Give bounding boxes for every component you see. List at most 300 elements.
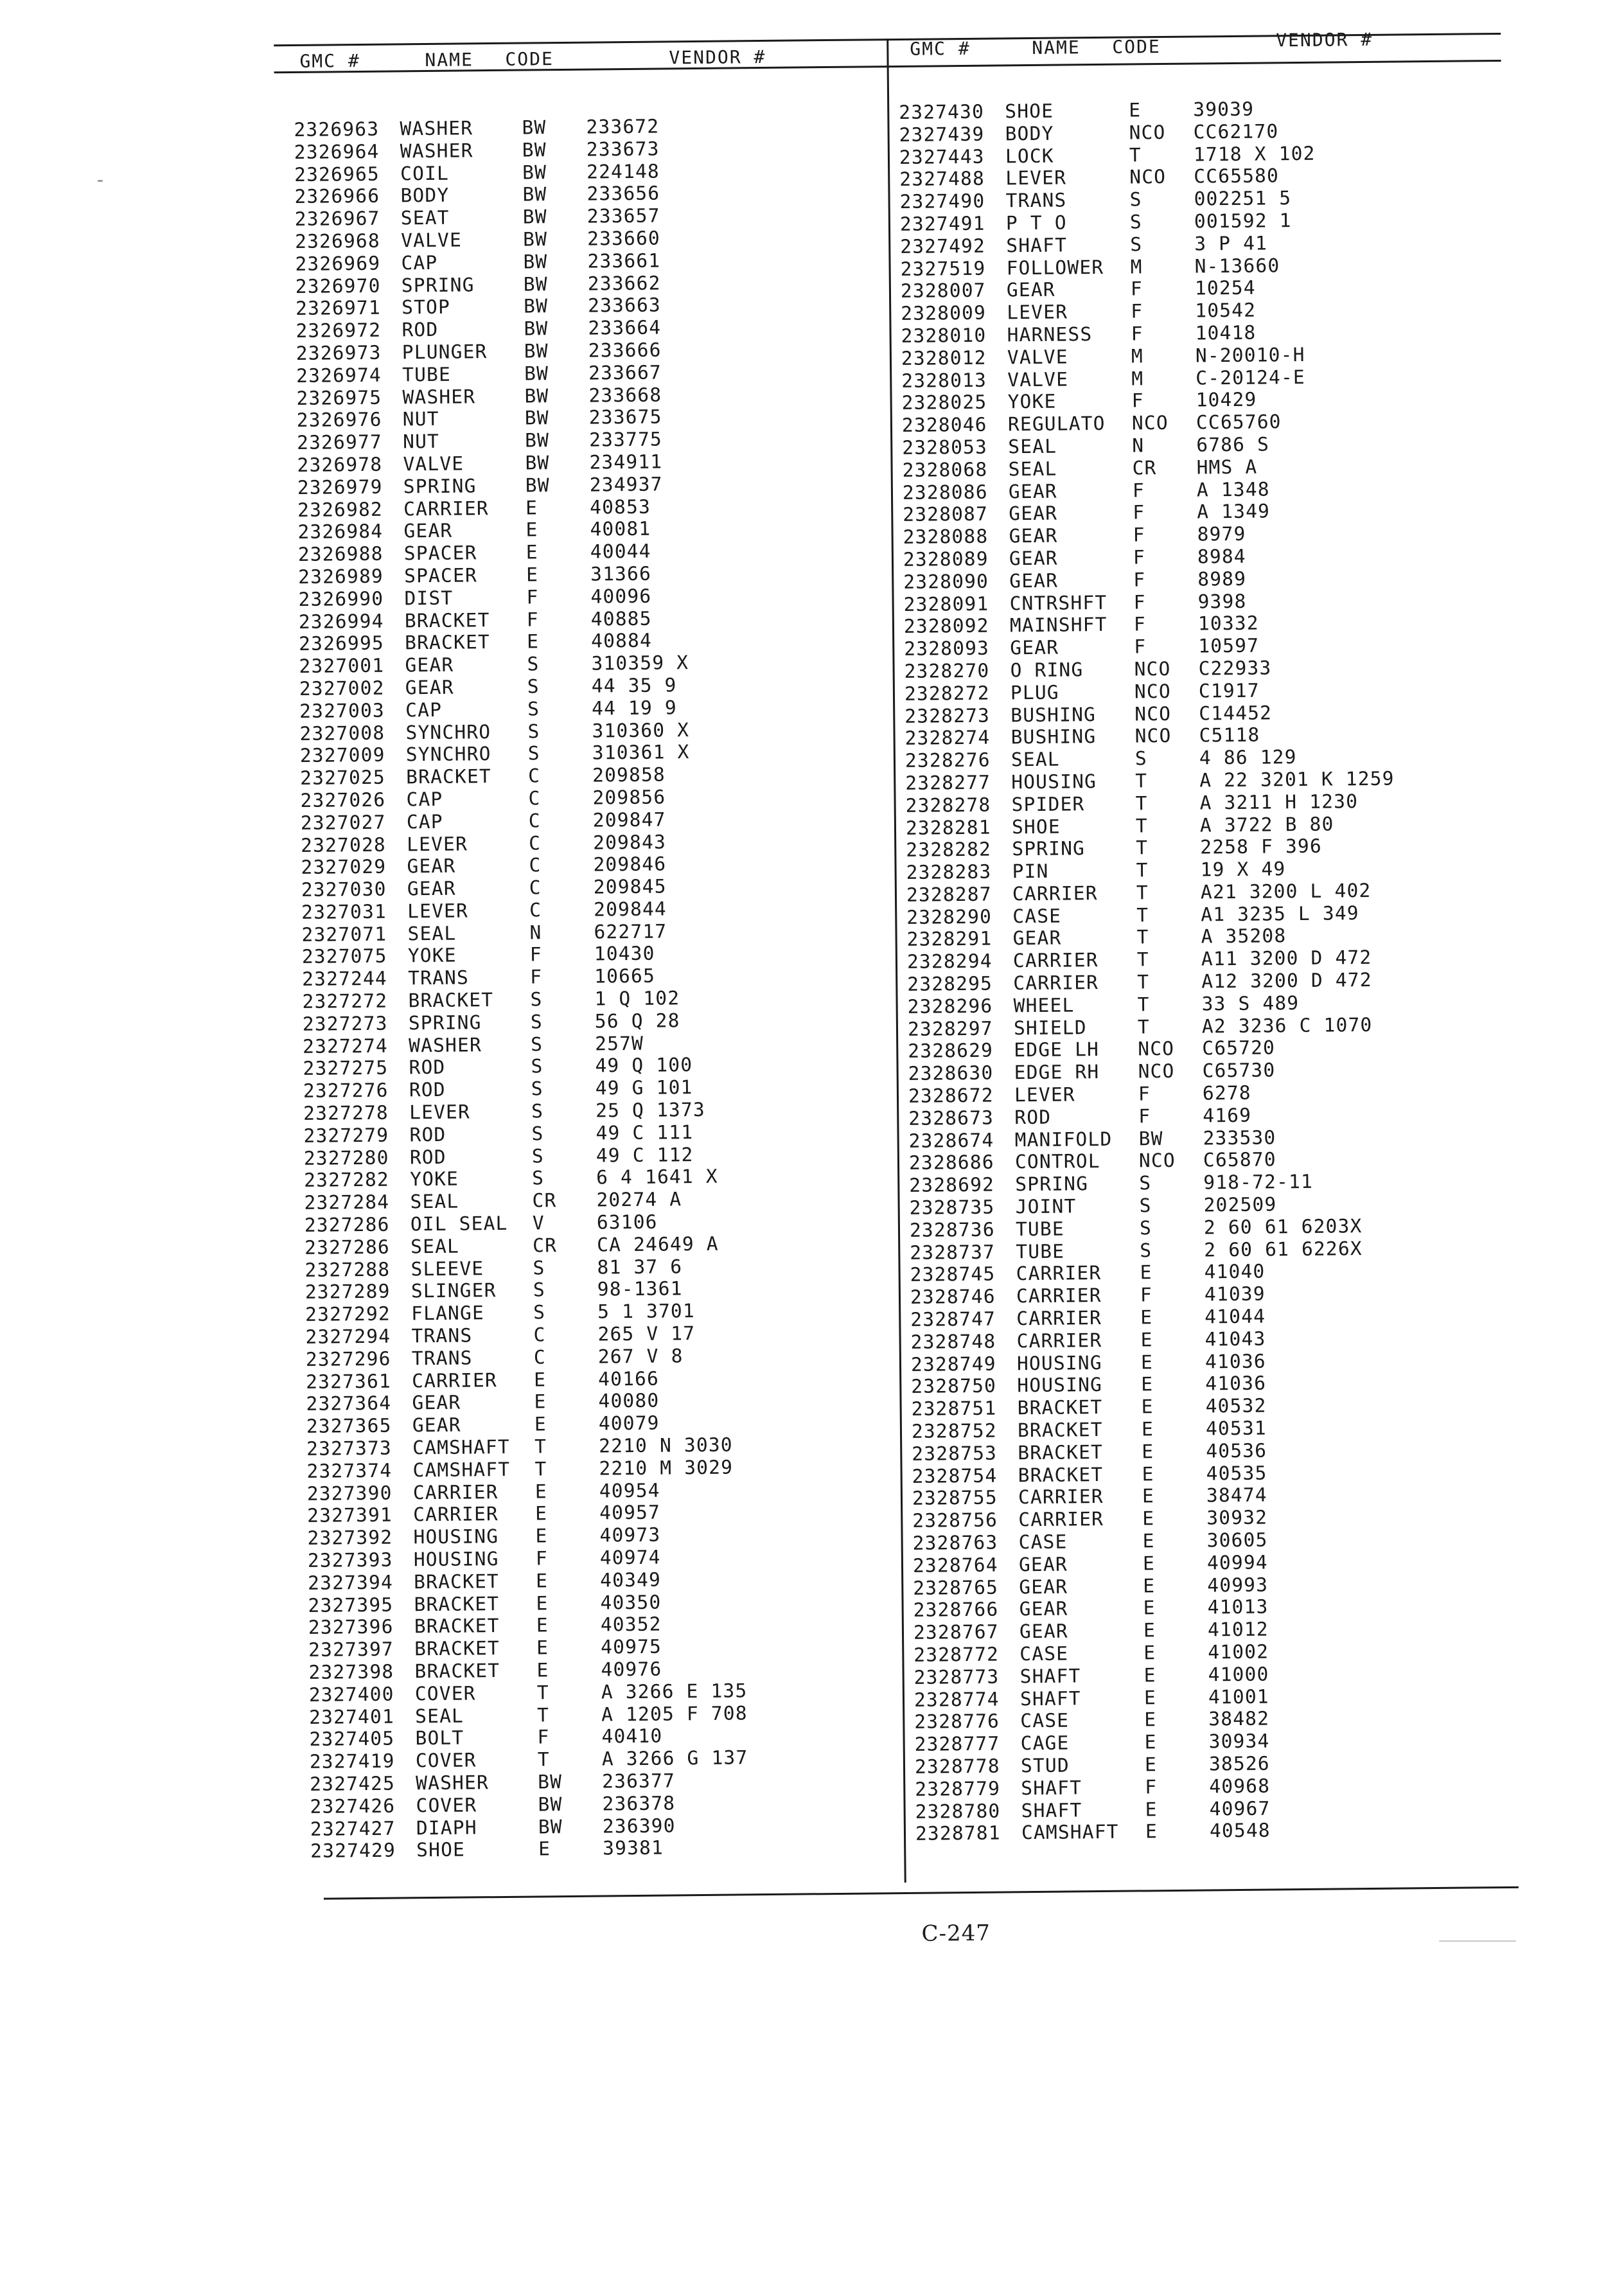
gmc-number: 2326990 [298,587,384,610]
vendor-number: 40954 [599,1479,660,1502]
gmc-number: 2328013 [901,369,987,392]
vendor-code: T [1136,926,1149,948]
vendor-code: E [535,1502,548,1525]
part-name: TRANS [1005,189,1067,212]
vendor-code: F [535,1547,548,1570]
vendor-number: 6786 S [1196,433,1270,456]
vendor-code: E [525,496,538,519]
gmc-number: 2327490 [899,190,985,213]
gmc-number: 2328686 [908,1151,994,1175]
gmc-number: 2327272 [302,989,388,1013]
vendor-number: 233667 [588,361,662,384]
vendor-code: E [1142,1462,1154,1485]
gmc-number: 2328692 [909,1173,995,1197]
vendor-number: 233664 [588,316,662,339]
part-name: WHEEL [1013,994,1075,1017]
gmc-number: 2327401 [309,1705,395,1728]
part-name: GEAR [1009,502,1058,525]
part-name: SHAFT [1021,1798,1082,1822]
vendor-number: A 1349 [1197,500,1271,523]
vendor-number: 267 V 8 [597,1345,684,1368]
gmc-number: 2326966 [294,185,380,208]
part-name: CARRIER [412,1480,499,1503]
gmc-number: 2328673 [908,1106,994,1130]
vendor-number: 40885 [590,607,652,630]
gmc-number: 2327294 [305,1325,391,1348]
vendor-code: F [1133,501,1145,524]
part-name: BRACKET [1017,1419,1103,1442]
gmc-number: 2328089 [903,547,989,571]
vendor-number: 41012 [1207,1618,1269,1641]
gmc-number: 2327009 [299,743,385,767]
vendor-code: BW [522,206,547,228]
vendor-number: 10429 [1196,388,1257,411]
gmc-number: 2328270 [904,659,990,682]
part-name: SHAFT [1006,234,1068,257]
part-name: SPACER [404,564,478,587]
vendor-number: 40410 [601,1725,663,1748]
vendor-code: F [1131,300,1143,323]
vendor-code: E [1144,1753,1158,1776]
part-name: WASHER [400,117,473,140]
gmc-number: 2328672 [908,1084,994,1107]
vendor-code: BW [522,183,547,206]
part-name: O RING [1010,659,1084,682]
vendor-code: F [1140,1284,1153,1306]
part-name: STUD [1020,1754,1070,1777]
gmc-number: 2328091 [903,592,989,616]
vendor-number: 233668 [588,384,662,407]
gmc-number: 2327027 [300,811,386,834]
vendor-code: S [1129,188,1142,211]
gmc-number: 2328007 [900,279,986,303]
vendor-code: E [1143,1686,1157,1708]
gmc-number: 2328756 [912,1509,998,1532]
vendor-number: 40973 [599,1523,661,1547]
vendor-code: T [1135,770,1148,792]
vendor-code: NCO [1138,1149,1176,1172]
vendor-code: E [525,519,538,541]
vendor-code: BW [538,1771,563,1793]
gmc-number: 2327286 [304,1236,391,1259]
part-name: CARRIER [403,497,490,520]
part-name: LEVER [1007,301,1068,324]
gmc-number: 2328780 [915,1800,1001,1823]
part-name: BUSHING [1011,703,1097,726]
gmc-number: 2326979 [297,475,383,499]
gmc-number: 2328276 [905,749,991,772]
gmc-number: 2328273 [905,704,991,727]
part-name: DIST [404,587,454,610]
gmc-number: 2327031 [301,900,387,923]
vendor-number: 40975 [601,1635,662,1658]
part-name: BRACKET [1018,1463,1104,1486]
vendor-code: E [1143,1574,1156,1597]
part-name: EDGE LH [1014,1038,1100,1061]
vendor-code: S [1134,747,1148,770]
gmc-number: 2327364 [306,1392,392,1415]
part-name: YOKE [407,944,457,967]
vendor-number: 257W [595,1032,644,1055]
vendor-number: 233675 [588,405,662,429]
part-name: GEAR [1009,569,1059,592]
vendor-code: NCO [1138,1060,1175,1083]
part-name: TUBE [1015,1218,1064,1241]
part-name: BRACKET [406,765,492,788]
vendor-code: S [1139,1172,1152,1194]
vendor-number: 39039 [1193,98,1255,121]
part-name: PIN [1012,860,1049,883]
part-name: ROD [409,1079,446,1101]
part-name: WASHER [402,385,476,408]
vendor-number: 40974 [599,1546,661,1569]
vendor-code: T [1137,993,1150,1016]
gmc-number: 2326967 [294,207,380,231]
part-name: SPIDER [1011,792,1085,816]
vendor-code: F [1138,1083,1151,1105]
vendor-code: T [537,1748,550,1771]
gmc-number: 2328745 [910,1263,996,1286]
part-name: ROD [409,1056,446,1079]
part-name: SLEEVE [410,1257,484,1280]
part-name: COVER [416,1794,477,1817]
gmc-number: 2326989 [298,565,384,588]
part-name: VALVE [403,452,464,475]
vendor-number: 6 4 1641 X [596,1166,718,1189]
gmc-number: 2328281 [905,816,991,839]
vendor-number: 4169 [1203,1104,1252,1127]
vendor-code: M [1131,367,1144,390]
gmc-number: 2327075 [301,945,387,968]
vendor-number: A11 3200 D 472 [1201,946,1372,970]
vendor-code: T [1135,814,1149,837]
gmc-number: 2326971 [296,297,382,320]
vendor-number: 234937 [589,473,663,496]
vendor-code: E [535,1525,548,1547]
vendor-code: T [1136,948,1150,971]
scan-speck [1439,1940,1516,1942]
vendor-code: C [529,854,542,876]
vendor-code: S [532,1167,545,1189]
gmc-number: 2328277 [905,771,991,794]
vendor-code: CR [533,1234,558,1257]
vendor-number: A2 3236 C 1070 [1201,1013,1373,1038]
gmc-number: 2328630 [908,1061,994,1085]
vendor-code: S [1139,1217,1152,1239]
gmc-number: 2327288 [304,1258,391,1281]
vendor-number: 209845 [593,875,667,898]
vendor-number: A 3211 H 1230 [1199,790,1359,814]
vendor-code: E [1143,1663,1156,1687]
vendor-code: C [529,876,542,899]
part-name: SYNCHRO [405,743,491,766]
right-header-gmc: GMC # [910,37,971,60]
vendor-code: E [534,1368,547,1391]
vendor-code: F [1133,524,1145,546]
part-name: GEAR [403,519,453,542]
gmc-number: 2328087 [903,502,989,526]
vendor-code: E [1143,1597,1156,1619]
vendor-number: 40349 [600,1568,662,1592]
vendor-code: S [531,1055,543,1077]
vendor-code: E [1140,1329,1153,1351]
part-name: CAMSHAFT [1021,1821,1119,1844]
part-name: NUT [403,430,440,453]
gmc-number: 2328772 [914,1643,1000,1666]
vendor-code: E [525,563,539,586]
vendor-code: S [1130,233,1143,256]
vendor-number: N-20010-H [1195,343,1305,367]
part-name: EDGE RH [1014,1061,1100,1084]
vendor-code: M [1130,255,1143,278]
vendor-number: 40548 [1209,1819,1271,1842]
vendor-number: 2 60 61 6203X [1203,1214,1363,1239]
part-name: BUSHING [1011,725,1097,749]
gmc-number: 2327419 [309,1750,395,1773]
vendor-code: BW [522,228,548,251]
part-name: FOLLOWER [1006,256,1104,279]
part-name: SPRING [1015,1173,1089,1196]
vendor-code: C [528,787,541,810]
part-name: CARRIER [1012,882,1098,905]
vendor-code: F [1131,389,1144,412]
vendor-number: 8979 [1197,522,1246,545]
vendor-code: BW [525,452,550,474]
vendor-number: 40080 [598,1390,660,1412]
part-name: FLANGE [411,1302,485,1325]
vendor-number: 98-1361 [597,1277,683,1300]
gmc-number: 2328752 [911,1419,997,1442]
vendor-code: S [527,720,540,743]
vendor-number: A21 3200 L 402 [1200,879,1372,903]
gmc-number: 2328282 [906,838,992,862]
part-name: SPRING [401,273,475,296]
gmc-number: 2328753 [912,1442,998,1465]
part-name: REGULATO [1007,412,1106,436]
vendor-number: 233672 [586,115,660,138]
gmc-number: 2326988 [297,542,384,566]
vendor-code: C [529,831,542,855]
vendor-code: BW [524,429,550,452]
vendor-code: S [530,1011,543,1033]
vendor-number: 41002 [1208,1640,1269,1663]
vendor-number: A1 3235 L 349 [1201,901,1359,926]
vendor-code: T [1137,1015,1151,1038]
vendor-number: CC65580 [1194,164,1280,188]
vendor-number: 40967 [1209,1797,1271,1820]
vendor-code: E [1141,1373,1154,1396]
part-name: HOUSING [413,1548,499,1571]
part-name: VALVE [1007,368,1069,391]
part-name: VALVE [400,229,463,252]
gmc-number: 2328778 [914,1755,1000,1778]
part-name: GEAR [1018,1553,1068,1576]
vendor-code: E [1144,1708,1157,1731]
vendor-code: CR [532,1189,557,1212]
gmc-number: 2327361 [306,1370,392,1393]
vendor-code: V [532,1212,545,1234]
part-name: COVER [414,1682,476,1705]
vendor-number: 40044 [590,540,651,563]
gmc-number: 2327430 [899,100,985,123]
gmc-number: 2326995 [299,632,385,655]
gmc-number: 2328278 [905,794,991,817]
part-name: BRACKET [414,1660,500,1683]
part-name: GEAR [1009,547,1058,570]
part-name: BRACKET [405,631,491,654]
vendor-number: 310360 X [592,718,690,742]
vendor-number: 233530 [1203,1126,1276,1149]
gmc-number: 2326970 [295,274,381,297]
gmc-number: 2327030 [301,878,387,901]
vendor-number: 10542 [1195,299,1257,322]
vendor-code: BW [1138,1127,1163,1150]
part-name: TRANS [408,966,470,989]
vendor-number: 233661 [587,249,661,272]
vendor-number: 2258 F 396 [1200,835,1323,858]
part-name: TRANS [411,1347,473,1370]
vendor-number: 41043 [1205,1327,1266,1351]
vendor-code: BW [524,407,549,429]
vendor-code: F [526,586,539,608]
part-name: TUBE [402,363,452,386]
part-name: CARRIER [1012,949,1099,972]
gmc-number: 2328776 [914,1710,1000,1734]
gmc-number: 2328781 [915,1822,1001,1845]
gmc-number: 2327392 [307,1526,393,1550]
gmc-number: 2328025 [901,391,987,414]
part-name: GEAR [1006,278,1055,301]
vendor-code: E [536,1636,549,1659]
vendor-number: 001592 1 [1194,209,1292,233]
gmc-number: 2326994 [298,610,384,633]
part-name: BRACKET [414,1570,500,1593]
gmc-number: 2327025 [300,766,386,790]
vendor-number: 40976 [601,1658,662,1681]
part-name: LEVER [407,900,469,923]
vendor-number: 20274 A [596,1188,682,1211]
gmc-number: 2327519 [900,257,986,280]
part-name: ROD [409,1146,446,1168]
part-name: CARRIER [1016,1329,1102,1352]
gmc-number: 2327028 [301,833,387,856]
part-name: OIL SEAL [410,1212,508,1236]
gmc-number: 2328773 [914,1665,1000,1689]
part-name: DIAPH [416,1816,477,1839]
gmc-number: 2328767 [913,1620,999,1644]
vendor-code: NCO [1134,657,1171,680]
vendor-number: 41036 [1205,1372,1267,1395]
vendor-code: F [1133,569,1146,591]
part-name: TRANS [411,1324,473,1347]
gmc-number: 2328272 [904,682,990,705]
gmc-number: 2328010 [901,324,987,347]
vendor-code: S [1129,211,1143,233]
gmc-number: 2327425 [310,1772,396,1795]
vendor-number: 30932 [1206,1506,1268,1529]
vendor-number: 236377 [602,1769,676,1793]
vendor-code: NCO [1134,725,1172,747]
vendor-code: T [534,1435,547,1458]
vendor-number: 39381 [603,1836,664,1859]
part-name: MAINSHFT [1009,614,1108,637]
part-name: SEAL [410,1190,459,1213]
vendor-number: 10332 [1197,612,1259,635]
vendor-number: 41044 [1205,1305,1266,1328]
gmc-number: 2327400 [308,1683,394,1706]
vendor-number: 41036 [1205,1350,1266,1373]
vendor-number: 233673 [586,137,660,161]
part-name: HOUSING [1011,770,1097,794]
vendor-number: 40957 [599,1502,661,1524]
part-name: SPRING [1012,837,1086,860]
vendor-number: 1 Q 102 [594,987,680,1010]
gmc-number: 2327365 [306,1414,392,1438]
part-name: GEAR [407,855,456,878]
right-header-code: CODE [1112,36,1161,58]
right-parts-list [899,96,1506,1845]
vendor-number: CA 24649 A [597,1232,719,1256]
gmc-number: 2327284 [304,1191,390,1214]
vendor-code: BW [522,139,547,161]
vendor-code: NCO [1138,1038,1175,1060]
gmc-number: 2327008 [299,722,385,745]
vendor-number: 8989 [1197,567,1247,590]
vendor-code: E [1140,1306,1153,1329]
part-name: GEAR [407,877,456,900]
gmc-number: 2328295 [907,972,993,995]
vendor-number: 40535 [1206,1462,1267,1485]
vendor-number: 40081 [590,518,651,540]
vendor-number: A 3722 B 80 [1199,812,1334,836]
vendor-code: C [529,899,542,921]
gmc-number: 2326978 [297,453,383,476]
part-name: LEVER [409,1101,471,1124]
gmc-number: 2328088 [903,525,989,549]
gmc-number: 2327296 [305,1347,391,1370]
vendor-number: 6278 [1202,1081,1251,1104]
vendor-code: S [531,1077,543,1100]
part-name: GEAR [405,653,454,677]
part-name: NUT [402,408,439,430]
part-name: GEAR [1010,636,1059,659]
vendor-number: 81 37 6 [597,1255,683,1279]
part-name: GEAR [1019,1575,1068,1598]
part-name: STOP [401,296,451,319]
vendor-code: NCO [1134,680,1171,703]
part-name: MANIFOLD [1014,1128,1113,1151]
part-name: BRACKET [414,1592,500,1615]
gmc-number: 2328755 [912,1486,998,1510]
vendor-number: C-20124-E [1196,366,1306,389]
part-name: BRACKET [1018,1441,1104,1464]
vendor-number: 49 G 101 [595,1076,693,1099]
vendor-code: S [531,1033,543,1056]
part-name: HOUSING [1017,1374,1103,1397]
vendor-code: E [534,1413,547,1435]
part-name: VALVE [1007,346,1068,369]
part-name: LOCK [1005,145,1054,167]
part-name: SEAL [407,922,457,945]
vendor-number: 209846 [593,853,667,876]
vendor-number: 56 Q 28 [594,1009,680,1033]
part-name: CARRIER [412,1369,498,1392]
gmc-number: 2327279 [303,1124,389,1147]
gmc-number: 2328290 [906,905,993,928]
vendor-code: E [536,1614,549,1636]
gmc-number: 2327273 [302,1012,388,1035]
vendor-number: 10430 [594,943,655,966]
